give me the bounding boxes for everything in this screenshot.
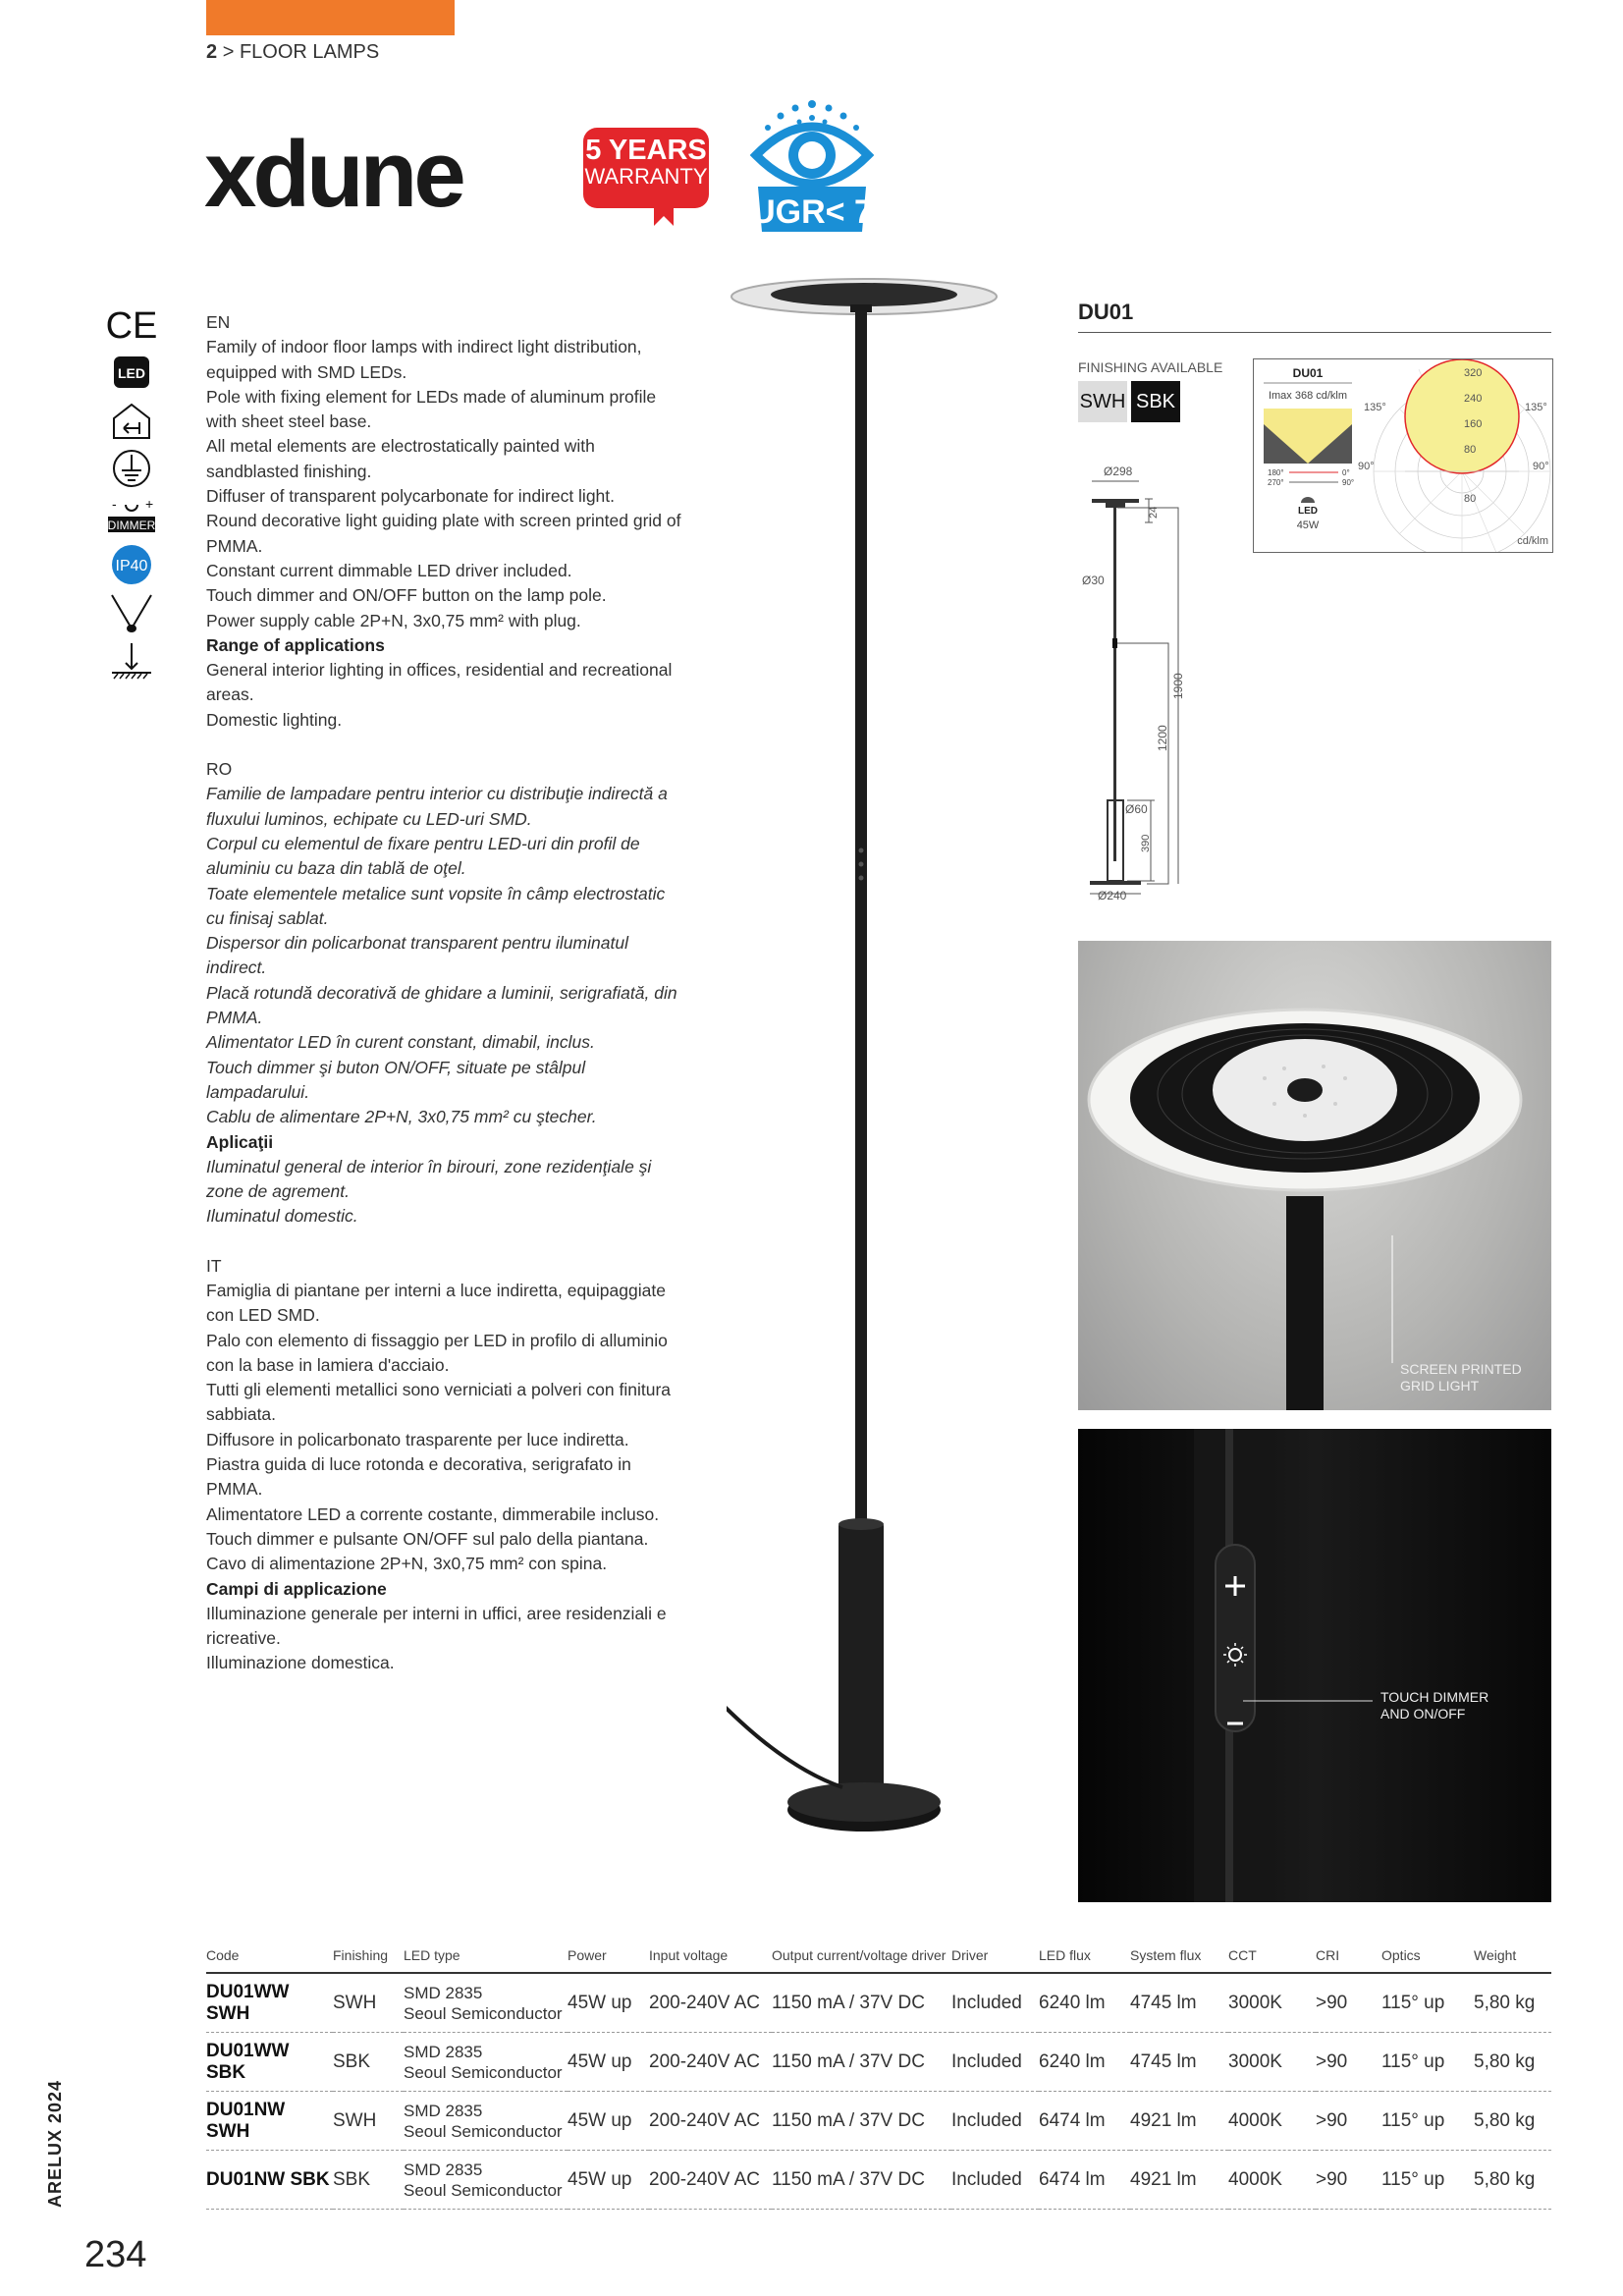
ro-line: Touch dimmer şi buton ON/OFF, situate pe stâlpul lampadarului. [206,1057,586,1102]
plane-b2: 90° [1342,478,1355,487]
indoor-class-icon [106,399,157,442]
col-header: CCT [1228,1944,1316,1973]
dim-base-diameter: Ø240 [1098,889,1127,902]
ugr-label: UGR< 7 [751,193,873,231]
en-line: Diffuser of transparent polycarbonate for indirect light. [206,486,616,507]
col-header: Output current/voltage driver [772,1944,951,1973]
description-ro [206,757,687,1230]
cell-output: 1150 mA / 37V DC [772,2151,951,2210]
led-model: SMD 2835 [404,2101,483,2120]
cell-weight: 5,80 kg [1474,2092,1551,2151]
breadcrumb [206,41,379,64]
finish-swatch-sbk: SBK [1131,381,1180,422]
cell-code: DU01NW SBK [206,2151,333,2210]
dim-pole-diameter: Ø30 [1082,574,1105,587]
it-application: Illuminazione generale per interni in uffici, aree residenziali e ricreative. [206,1603,667,1649]
description-it [206,1254,687,1676]
ro-line: Toate elementele metalice sunt vopsite în câmp electrostatic cu finisaj sablat. [206,883,666,928]
cell-input: 200-240V AC [649,2033,772,2092]
cell-weight: 5,80 kg [1474,2033,1551,2092]
cell-optics: 115° up [1381,2151,1474,2210]
cell-cri: >90 [1316,2151,1381,2210]
cell-input: 200-240V AC [649,2151,772,2210]
dim-head-height: 24 [1148,506,1160,519]
dim-total-height: 1900 [1171,673,1185,699]
finish-swatch-swh: SWH [1078,381,1127,422]
cell-cct: 4000K [1228,2092,1316,2151]
cell-code: DU01WW SBK [206,2033,333,2092]
ro-line: Familie de lampadare pentru interior cu distribuţie indirectă a fluxului luminos, echipate cu LED-uri SMD. [206,784,668,829]
angle-label: 90° [1358,461,1375,472]
cell-optics: 115° up [1381,2092,1474,2151]
cell-cri: >90 [1316,2033,1381,2092]
earth-ground-icon [106,447,157,490]
led-model: SMD 2835 [404,2159,483,2179]
phot-code: DU01 [1292,366,1324,380]
ro-line: Placă rotundă decorativă de ghidare a luminii, serigrafiată, din PMMA. [206,982,677,1028]
spec-table [206,1944,1551,2210]
en-applications-title: Range of applications [206,634,385,655]
warranty-years: 5 YEARS [585,135,707,166]
description-column [206,310,687,1676]
phot-led-label: LED [1298,506,1318,517]
led-icon [106,351,157,394]
caption-line: SCREEN PRINTED [1400,1361,1522,1377]
cell-led-flux: 6240 lm [1039,2033,1130,2092]
lamp-head-photo [1078,941,1551,1410]
svg-text:+: + [145,496,154,512]
svg-text:LED: LED [118,365,145,381]
en-application: Domestic lighting. [206,709,343,730]
cell-power: 45W up [568,2151,649,2210]
section-number: 2 [206,41,218,63]
cell-output: 1150 mA / 37V DC [772,1973,951,2033]
ring-label: 80 [1464,493,1477,505]
warranty-label: WARRANTY [584,164,708,189]
divider [1078,332,1551,333]
it-line: Alimentatore LED a corrente costante, dimmerabile incluso. [206,1503,660,1524]
col-header: Finishing [333,1944,404,1973]
cell-input: 200-240V AC [649,1973,772,2033]
section-color-bar [206,0,455,35]
lamp-product-image [727,275,1001,1876]
en-line: Pole with fixing element for LEDs made of aluminum profile with sheet steel base. [206,386,657,432]
cell-driver: Included [951,2092,1039,2151]
it-line: Diffusore in policarbonato trasparente per luce indiretta. [206,1429,629,1449]
ring-label: 320 [1464,367,1483,379]
led-maker: Seoul Semiconductor [404,2003,563,2023]
cell-led-type [404,1973,568,2033]
cell-optics: 115° up [1381,2033,1474,2092]
en-line: Round decorative light guiding plate with screen printed grid of PMMA. [206,511,681,556]
ring-label: 240 [1464,393,1483,405]
en-line: Power supply cable 2P+N, 3x0,75 mm² with plug. [206,610,581,630]
cell-led-type [404,2033,568,2092]
col-header: Code [206,1944,333,1973]
caption-line: AND ON/OFF [1380,1706,1466,1722]
col-header: Power [568,1944,649,1973]
certification-icons [106,302,157,687]
angle-label: 135° [1364,402,1386,413]
lang-label-it: IT [206,1255,222,1276]
dim-base-pole-diameter: Ø60 [1125,802,1148,816]
cell-led-type [404,2151,568,2210]
col-header: LED type [404,1944,568,1973]
ro-line: Corpul cu elementul de fixare pentru LED-uri din profil de aluminiu cu baza din tablă de oţel. [206,833,640,879]
ro-line: Dispersor din policarbonat transparent pentru iluminatul indirect. [206,933,628,978]
cell-cri: >90 [1316,2092,1381,2151]
floor-mount-icon [106,639,157,683]
svg-text:-: - [112,496,117,512]
en-line: Family of indoor floor lamps with indirect light distribution, equipped with SMD LEDs. [206,337,642,382]
plane-a: 180° [1268,468,1284,477]
ring-label: 160 [1464,418,1483,430]
grid-light-caption [1400,1361,1522,1394]
led-maker: Seoul Semiconductor [404,2121,563,2141]
led-model: SMD 2835 [404,2042,483,2061]
plane-b: 270° [1268,478,1284,487]
col-header: Optics [1381,1944,1474,1973]
cell-system-flux: 4745 lm [1130,2033,1228,2092]
cell-finishing: SBK [333,2033,404,2092]
led-maker: Seoul Semiconductor [404,2062,563,2082]
col-header: LED flux [1039,1944,1130,1973]
it-applications-title: Campi di applicazione [206,1578,387,1599]
dim-top-diameter: Ø298 [1104,465,1133,478]
col-header: Input voltage [649,1944,772,1973]
photometric-panel [1253,358,1553,553]
phot-unit: cd/klm [1517,535,1548,547]
warranty-ribbon-tail [654,208,674,226]
cell-driver: Included [951,2151,1039,2210]
product-title: xdune [204,122,462,227]
cell-optics: 115° up [1381,1973,1474,2033]
phot-imax: Imax 368 cd/klm [1268,390,1348,402]
breadcrumb-separator: > [222,41,235,63]
en-application: General interior lighting in offices, residential and recreational areas. [206,660,673,705]
lang-label-ro: RO [206,759,233,780]
dimmer-icon [106,495,157,538]
angle-label: 135° [1525,402,1547,413]
cell-led-flux: 6240 lm [1039,1973,1130,2033]
ro-line: Alimentator LED în curent constant, dimabil, inclus. [206,1032,595,1053]
cell-power: 45W up [568,2092,649,2151]
dimension-drawing [1078,452,1235,913]
ro-applications-title: Aplicaţii [206,1131,274,1152]
table-row [206,1973,1551,2033]
cell-cct: 3000K [1228,1973,1316,2033]
cell-cct: 3000K [1228,2033,1316,2092]
svg-text:DIMMER: DIMMER [107,519,156,532]
col-header: System flux [1130,1944,1228,1973]
caption-line: TOUCH DIMMER [1380,1689,1489,1705]
svg-text:IP40: IP40 [115,558,148,574]
angle-label: 90° [1533,461,1549,472]
photometric-chart [1254,359,1552,552]
cell-power: 45W up [568,1973,649,2033]
dim-button-height: 1200 [1156,725,1169,751]
it-line: Piastra guida di luce rotonda e decorativa, serigrafato in PMMA. [206,1454,631,1500]
cell-code: DU01WW SWH [206,1973,333,2033]
led-model: SMD 2835 [404,1983,483,2002]
product-code: DU01 [1078,300,1134,324]
ring-label: 80 [1464,444,1477,456]
it-line: Palo con elemento di fissaggio per LED in profilo di alluminio con la base in lamiera d'acciaio. [206,1330,668,1375]
it-line: Touch dimmer e pulsante ON/OFF sul palo della piantana. [206,1528,649,1549]
caption-line: GRID LIGHT [1400,1378,1480,1394]
cell-weight: 5,80 kg [1474,2151,1551,2210]
cell-weight: 5,80 kg [1474,1973,1551,2033]
svg-text:CE: CE [106,305,157,346]
table-row [206,2092,1551,2151]
finishing-label: FINISHING AVAILABLE [1078,359,1223,375]
cell-cri: >90 [1316,1973,1381,2033]
warranty-badge [583,128,709,208]
col-header: Weight [1474,1944,1551,1973]
ugr-eye-icon [738,94,886,234]
en-line: All metal elements are electrostatically painted with sandblasted finishing. [206,436,595,481]
it-application: Illuminazione domestica. [206,1653,395,1673]
cell-finishing: SWH [333,2092,404,2151]
table-header-row [206,1944,1551,1973]
cell-power: 45W up [568,2033,649,2092]
col-header: CRI [1316,1944,1381,1973]
cell-output: 1150 mA / 37V DC [772,2033,951,2092]
cell-system-flux: 4921 lm [1130,2092,1228,2151]
ro-application: Iluminatul general de interior în birouri, zone rezidenţiale şi zone de agrement. [206,1156,652,1202]
cell-finishing: SBK [333,2151,404,2210]
cell-system-flux: 4745 lm [1130,1973,1228,2033]
cell-system-flux: 4921 lm [1130,2151,1228,2210]
cell-cct: 4000K [1228,2151,1316,2210]
dim-base-pole-height: 390 [1140,834,1152,852]
table-row [206,2033,1551,2092]
it-line: Cavo di alimentazione 2P+N, 3x0,75 mm² con spina. [206,1554,608,1574]
cell-finishing: SWH [333,1973,404,2033]
phot-power: 45W [1296,519,1320,531]
it-line: Tutti gli elementi metallici sono verniciati a polveri con finitura sabbiata. [206,1380,672,1425]
polar-diagram [1374,359,1550,552]
en-line: Touch dimmer and ON/OFF button on the lamp pole. [206,585,607,606]
en-line: Constant current dimmable LED driver included. [206,560,572,580]
table-row [206,2151,1551,2210]
cell-led-type [404,2092,568,2151]
cell-output: 1150 mA / 37V DC [772,2092,951,2151]
cell-led-flux: 6474 lm [1039,2151,1130,2210]
ro-line: Cablu de alimentare 2P+N, 3x0,75 mm² cu ştecher. [206,1107,597,1127]
touch-dimmer-caption [1380,1689,1488,1722]
touch-dimmer-photo [1078,1429,1551,1902]
led-maker: Seoul Semiconductor [404,2180,563,2200]
ip40-icon [106,543,157,586]
catalog-brand-year: ARELUX 2024 [45,2079,65,2208]
cell-driver: Included [951,1973,1039,2033]
description-en [206,310,687,733]
lang-label-en: EN [206,312,231,332]
cell-driver: Included [951,2033,1039,2092]
cell-code: DU01NW SWH [206,2092,333,2151]
ro-application: Iluminatul domestic. [206,1206,358,1227]
plane-a2: 0° [1342,468,1350,477]
light-beam-icon [106,591,157,634]
it-line: Famiglia di piantane per interni a luce indiretta, equipaggiate con LED SMD. [206,1280,666,1326]
page-number: 234 [84,2234,147,2275]
section-title: FLOOR LAMPS [239,41,380,63]
ce-mark-icon [106,302,157,346]
cell-input: 200-240V AC [649,2092,772,2151]
col-header: Driver [951,1944,1039,1973]
cell-led-flux: 6474 lm [1039,2092,1130,2151]
